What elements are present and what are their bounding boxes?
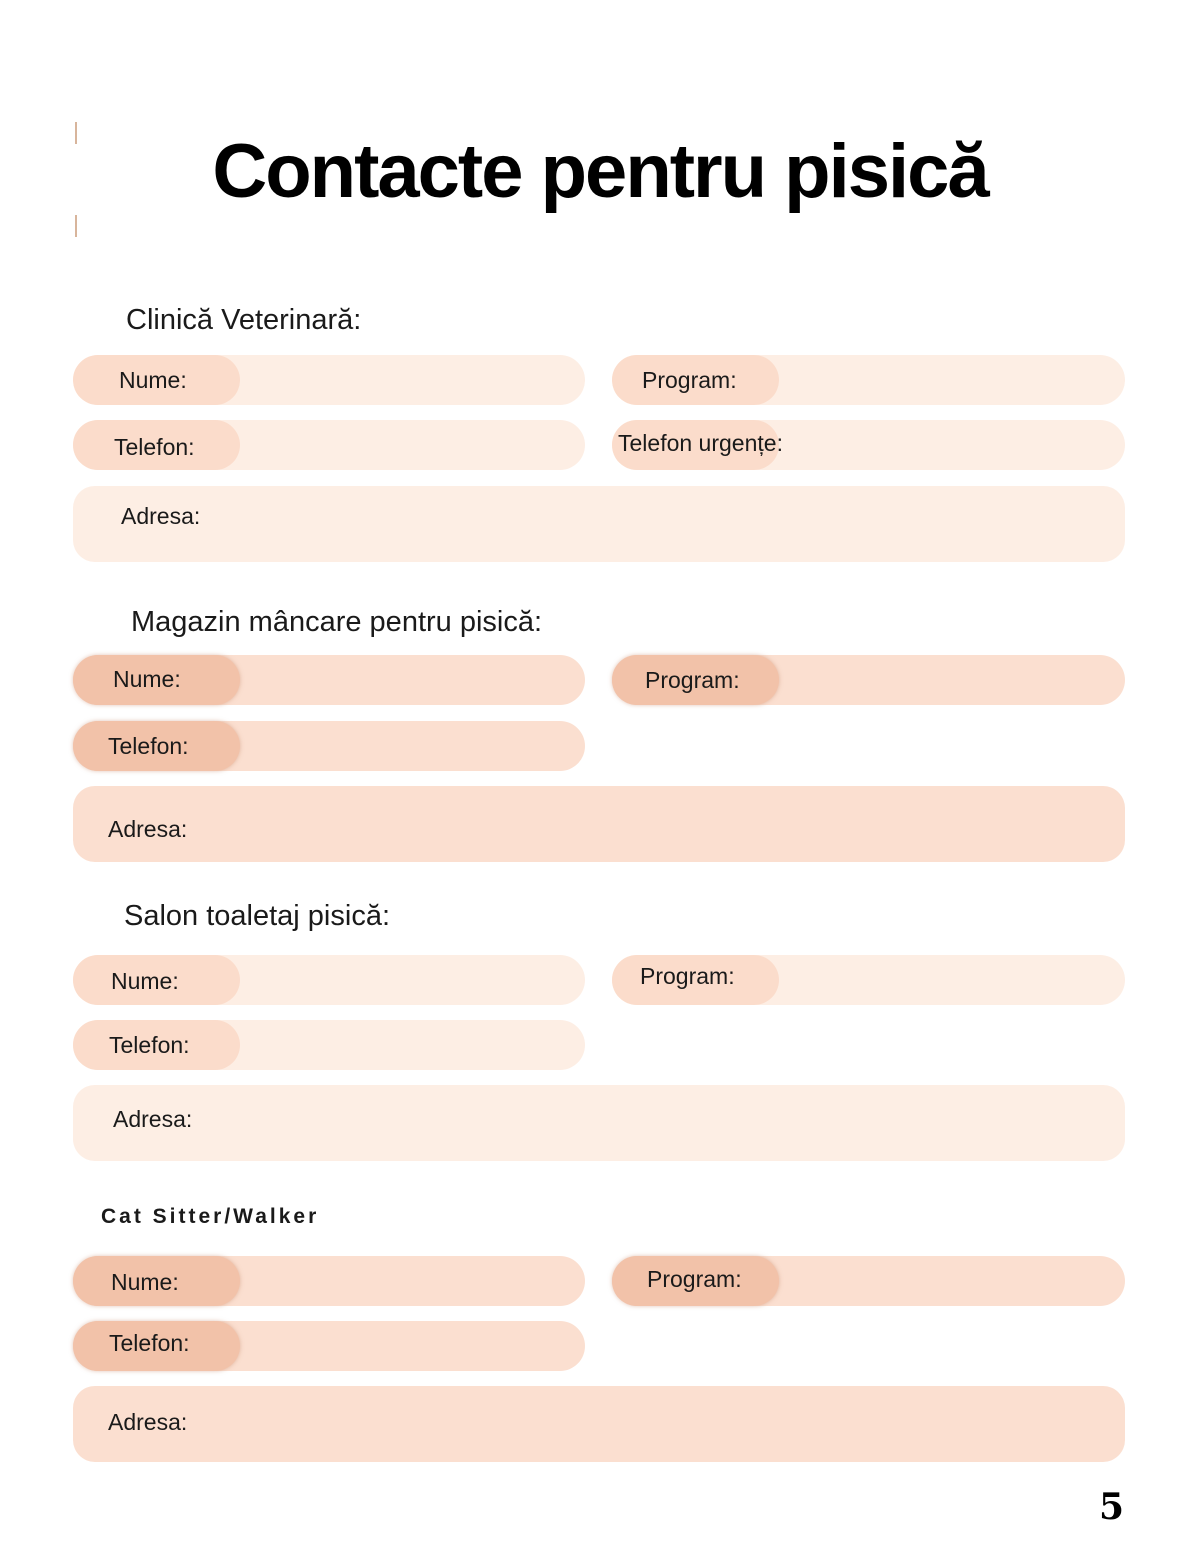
field-label: Program: [642, 367, 737, 393]
field-label: Nume: [119, 367, 187, 393]
name-field[interactable] [73, 955, 585, 1005]
field-label: Program: [640, 963, 735, 989]
field-label: Nume: [111, 968, 179, 994]
address-field[interactable] [73, 1085, 1125, 1161]
name-field[interactable] [73, 355, 585, 405]
field-label: Adresa: [108, 1409, 188, 1435]
section-heading: Magazin mâncare pentru pisică: [131, 606, 543, 638]
field-label: Adresa: [121, 503, 201, 529]
page-number: 5 [1098, 1486, 1124, 1528]
page-title: Contacte pentru pisică [212, 129, 988, 214]
program-field[interactable] [612, 955, 1125, 1005]
edge-mark-bottom [75, 215, 77, 237]
field-label: Adresa: [113, 1106, 193, 1132]
address-field[interactable] [73, 1386, 1125, 1462]
phone-field[interactable] [73, 1321, 585, 1371]
field-label: Telefon urgențe: [618, 430, 783, 456]
field-label: Adresa: [108, 816, 188, 842]
program-field[interactable] [612, 1256, 1125, 1306]
field-label: Telefon: [109, 1330, 190, 1356]
field-label: Nume: [111, 1269, 179, 1295]
field-label: Program: [647, 1266, 742, 1292]
section-heading: Cat Sitter/Walker [101, 1205, 320, 1228]
section-heading: Salon toaletaj pisică: [124, 900, 390, 932]
address-field[interactable] [73, 486, 1125, 562]
field-label: Nume: [113, 666, 181, 692]
phone-field[interactable] [73, 721, 585, 771]
program-field[interactable] [612, 655, 1125, 705]
emergency-phone-field[interactable] [612, 420, 1125, 470]
program-field[interactable] [612, 355, 1125, 405]
field-label: Telefon: [109, 1032, 190, 1058]
phone-field[interactable] [73, 1020, 585, 1070]
field-label: Telefon: [114, 434, 195, 460]
section-heading: Clinică Veterinară: [126, 304, 362, 336]
field-label: Program: [645, 667, 740, 693]
field-label: Telefon: [108, 733, 189, 759]
name-field[interactable] [73, 1256, 585, 1306]
name-field[interactable] [73, 655, 585, 705]
phone-field[interactable] [73, 420, 585, 470]
address-field[interactable] [73, 786, 1125, 862]
